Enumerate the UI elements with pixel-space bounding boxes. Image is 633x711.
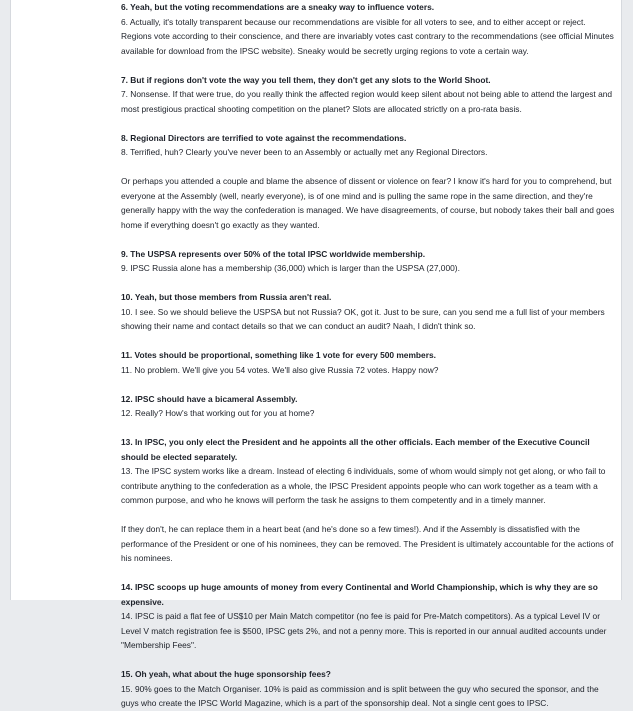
answer-9: 9. IPSC Russia alone has a membership (36,000) which is larger than the USPSA (27,000). (121, 263, 460, 273)
question-9: 9. The USPSA represents over 50% of the total IPSC worldwide membership. (121, 248, 426, 259)
answer-15: 15. 90% goes to the Match Organiser. 10% is paid as commission and is split between the guy who secured the sponsor, and the guys who create the IPSC World Magazine, which is a part of the sponsorship deal. Not a single cent goes to IPSC. (121, 683, 599, 708)
answer-12: 12. Really? How's that working out for you at home? (121, 408, 315, 418)
question-8: 8. Regional Directors are terrified to vote against the recommendations. (121, 132, 407, 143)
answer-13: 13. The IPSC system works like a dream. Instead of electing 6 individuals, some of whom would simply not get along, or who fail to contribute anything to the confederation as a whole, the IPSC President appoints people who can work together as a team with a common purpose, and who he knows will perform the task he assigns to them competently and in a timely manner. (121, 466, 606, 505)
question-13: 13. In IPSC, you only elect the President and he appoints all the other officials. Each member of the Executive Council should be elected separately. (121, 437, 590, 462)
answer-7: 7. Nonsense. If that were true, do you really think the affected region would keep silent about not being able to attend the largest and most prestigious practical shooting competition on the planet? Slots are allocated strictly on a pro-rata basis. (121, 89, 613, 114)
answer-10: 10. I see. So we should believe the USPSA but not Russia? OK, got it. Just to be sure, can you send me a full list of your members showing their name and contact details so that we can conduct an audit? Naah, I didn't think so. (121, 306, 605, 331)
question-7: 7. But if regions don't vote the way you tell them, they don't get any slots to the World Shoot. (121, 74, 491, 85)
question-6: 6. Yeah, but the voting recommendations are a sneaky way to influence voters. (121, 2, 435, 12)
question-14: 14. IPSC scoops up huge amounts of money from every Continental and World Championship, which is why they are so expensive. (121, 582, 598, 607)
question-10: 10. Yeah, but those members from Russia aren't real. (121, 292, 332, 302)
answer-14: 14. IPSC is paid a flat fee of US$10 per Main Match competitor (no fee is paid for Pre-Match competitors). As a typical Level IV or Level V match registration fee is $500, IPSC gets 2%, and not a penny more. This is reported in our annual audited accounts under "Membership Fees". (121, 611, 607, 650)
page-card (10, 0, 622, 708)
answer-13-extra: If they don't, he can replace them in a heart beat (and he's done so a few times!). And if the Assembly is dissatisfied with the performance of the President or one of his nominees, they can be removed. The President is ultimately accountable for the actions of his nominees. (121, 524, 614, 563)
faq-content (121, 0, 617, 711)
question-12: 12. IPSC should have a bicameral Assembly. (121, 393, 298, 404)
answer-6: 6. Actually, it's totally transparent because our recommendations are visible for all voters to see, and to either accept or reject. Regions vote according to their conscience, and there are invariably votes cast contrary to the recommendations (see official Minutes available for download from the IPSC website). Sneaky would be secretly urging regions to vote a certain way. (121, 16, 614, 56)
answer-8: 8. Terrified, huh? Clearly you've never been to an Assembly or actually met any Regional Directors. (121, 147, 488, 157)
answer-8-extra: Or perhaps you attended a couple and blame the absence of dissent or violence on fear? I know it's hard for you to comprehend, but everyone at the Assembly (well, nearly everyone), is of one mind and is pulling the same rope in the same direction, and they're generally happy with the way the confederation is managed. We have disagreements, of course, but nobody takes their ball and goes home if everything doesn't go exactly as they wanted. (121, 176, 615, 230)
question-15: 15. Oh yeah, what about the huge sponsorship fees? (121, 669, 331, 679)
answer-11: 11. No problem. We'll give you 54 votes. We'll also give Russia 72 votes. Happy now? (121, 364, 439, 375)
question-11: 11. Votes should be proportional, something like 1 vote for every 500 members. (121, 350, 436, 360)
